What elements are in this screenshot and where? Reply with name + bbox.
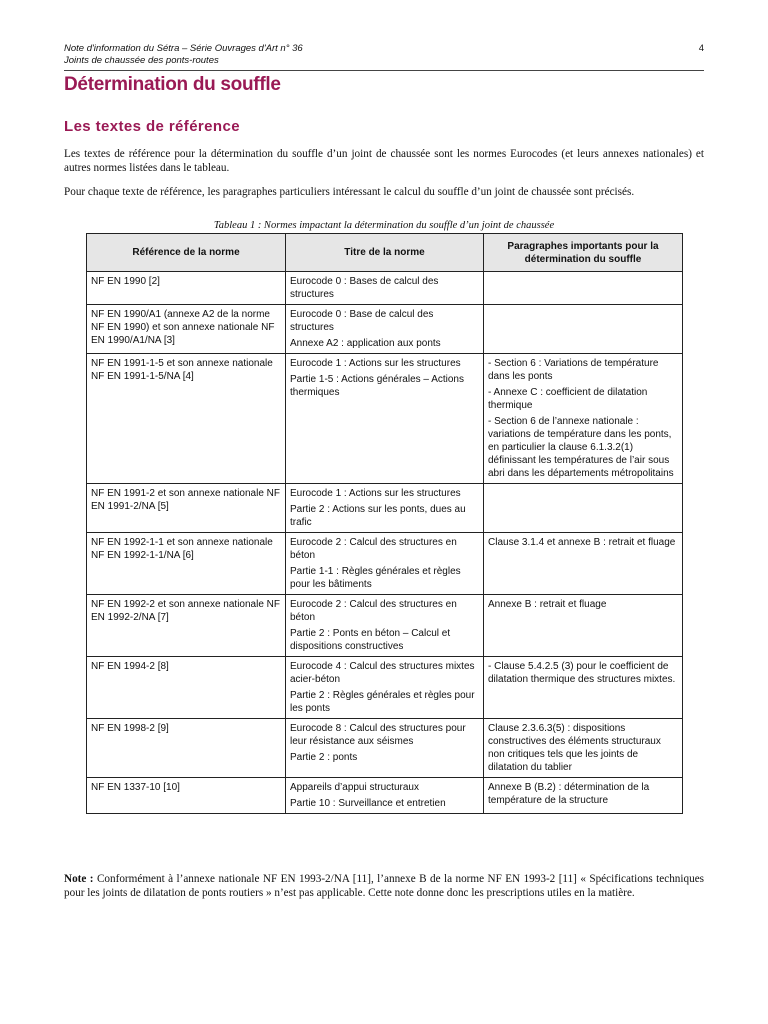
cell-text: Clause 3.1.4 et annexe B : retrait et fluage	[488, 537, 676, 548]
cell-text: Partie 2 : Ponts en béton – Calcul et dispositions constructives	[290, 628, 451, 652]
cell-text: Eurocode 2 : Calcul des structures en béton	[290, 537, 457, 561]
reference-cell	[87, 484, 286, 533]
reference-cell	[87, 595, 286, 657]
cell-text: NF EN 1992-2 et son annexe nationale NF EN 1992-2/NA [7]	[91, 599, 280, 623]
cell-text: NF EN 1992-1-1 et son annexe nationale NF EN 1992-1-1/NA [6]	[91, 537, 273, 561]
title-cell	[286, 595, 484, 657]
title-cell	[286, 272, 484, 305]
cell-text: Partie 2 : ponts	[290, 752, 358, 763]
table-row	[87, 595, 683, 657]
paragraphs-cell	[484, 719, 683, 778]
table-row	[87, 719, 683, 778]
cell-text: Partie 2 : Actions sur les ponts, dues au trafic	[290, 504, 466, 528]
cell-text: NF EN 1991-1-5 et son annexe nationale NF EN 1991-1-5/NA [4]	[91, 358, 273, 382]
table-caption: Tableau 1 : Normes impactant la détermination du souffle d’un joint de chaussée	[213, 220, 555, 231]
title-cell	[286, 305, 484, 354]
reference-cell	[87, 305, 286, 354]
cell-text: Annexe B : retrait et fluage	[488, 599, 607, 610]
cell-text: NF EN 1991-2 et son annexe nationale NF EN 1991-2/NA [5]	[91, 488, 280, 512]
table-row	[87, 657, 683, 719]
note-text: Conformément à l’annexe nationale NF EN 1993-2/NA [11], l’annexe B de la norme NF EN 1993-2 [11] « Spécifications techniques pour les joints de dilatation de ponts routiers » n’est pas applicable. Cette note donne donc les prescriptions utiles en la matière.	[64, 873, 705, 899]
title-cell	[286, 484, 484, 533]
page-number: 4	[698, 43, 704, 54]
cell-text: Partie 1-5 : Actions générales – Actions thermiques	[290, 374, 464, 398]
reference-cell	[87, 778, 286, 814]
reference-cell	[87, 272, 286, 305]
cell-text: - Clause 5.4.2.5 (3) pour le coefficient de dilatation thermique des structures mixtes.	[488, 661, 676, 685]
table-row	[87, 778, 683, 814]
cell-text: - Section 6 : Variations de température dans les ponts	[488, 358, 659, 382]
cell-text: Partie 1-1 : Règles générales et règles pour les bâtiments	[290, 566, 461, 590]
cell-text: - Section 6 de l’annexe nationale : variations de température dans les ponts, en particulier la clause 6.1.3.2(1) définissant les températures de l’air sous abri dans les départements métropolitains	[488, 416, 674, 479]
cell-text: Eurocode 4 : Calcul des structures mixtes acier-béton	[290, 661, 475, 685]
table-row	[87, 533, 683, 595]
paragraphs-cell	[484, 305, 683, 354]
header-divider	[64, 70, 704, 71]
cell-text: Eurocode 2 : Calcul des structures en béton	[290, 599, 457, 623]
title-cell	[286, 533, 484, 595]
header-reference: Référence de la norme	[87, 234, 286, 272]
reference-cell	[87, 657, 286, 719]
table-row	[87, 272, 683, 305]
cell-text: Eurocode 1 : Actions sur les structures	[290, 488, 461, 499]
header-subject-line: Joints de chaussée des ponts-routes	[64, 55, 219, 66]
title-cell	[286, 657, 484, 719]
table-header-row	[87, 234, 683, 272]
table-row	[87, 354, 683, 484]
section-heading: Les textes de référence	[64, 118, 240, 135]
reference-cell	[87, 354, 286, 484]
header-title: Titre de la norme	[286, 234, 484, 272]
cell-text: Partie 10 : Surveillance et entretien	[290, 798, 446, 809]
cell-text: Partie 2 : Règles générales et règles pour les ponts	[290, 690, 475, 714]
running-header	[64, 43, 704, 67]
table-row	[87, 305, 683, 354]
reference-cell	[87, 533, 286, 595]
title-cell	[286, 778, 484, 814]
paragraphs-cell	[484, 657, 683, 719]
cell-text: Annexe B (B.2) : détermination de la température de la structure	[488, 782, 650, 806]
paragraphs-cell	[484, 484, 683, 533]
detail-paragraph: Pour chaque texte de référence, les paragraphes particuliers intéressant le calcul du souffle d’un joint de chaussée sont précisés.	[64, 186, 635, 198]
paragraphs-cell	[484, 272, 683, 305]
cell-text: NF EN 1990 [2]	[91, 276, 160, 287]
page-title: Détermination du souffle	[64, 74, 281, 95]
header-paragraphs: Paragraphes importants pour la détermination du souffle	[484, 234, 683, 272]
cell-text: NF EN 1998-2 [9]	[91, 723, 169, 734]
cell-text: - Annexe C : coefficient de dilatation thermique	[488, 387, 648, 411]
note-label: Note :	[64, 873, 94, 885]
cell-text: Annexe A2 : application aux ponts	[290, 338, 441, 349]
title-cell	[286, 354, 484, 484]
intro-paragraph: Les textes de référence pour la détermination du souffle d’un joint de chaussée sont les normes Eurocodes (et leurs annexes nationales) et autres normes listées dans le tableau.	[64, 148, 704, 174]
cell-text: Eurocode 1 : Actions sur les structures	[290, 358, 461, 369]
cell-text: NF EN 1990/A1 (annexe A2 de la norme NF EN 1990) et son annexe nationale NF EN 1990/A1/NA [3]	[91, 309, 275, 346]
cell-text: Clause 2.3.6.3(5) : dispositions constructives des éléments structuraux non critiques tels que les joints de dilatation du tablier	[488, 723, 661, 773]
cell-text: NF EN 1337-10 [10]	[91, 782, 180, 793]
paragraphs-cell	[484, 595, 683, 657]
paragraphs-cell	[484, 354, 683, 484]
cell-text: NF EN 1994-2 [8]	[91, 661, 169, 672]
paragraphs-cell	[484, 533, 683, 595]
cell-text: Eurocode 8 : Calcul des structures pour leur résistance aux séismes	[290, 723, 466, 747]
table-row	[87, 484, 683, 533]
cell-text: Eurocode 0 : Bases de calcul des structures	[290, 276, 439, 300]
note-paragraph	[64, 872, 704, 900]
reference-cell	[87, 719, 286, 778]
header-series-line: Note d'information du Sétra – Série Ouvrages d'Art n° 36	[64, 43, 303, 54]
norms-table	[86, 233, 683, 814]
title-cell	[286, 719, 484, 778]
cell-text: Eurocode 0 : Base de calcul des structures	[290, 309, 434, 333]
paragraphs-cell	[484, 778, 683, 814]
cell-text: Appareils d’appui structuraux	[290, 782, 419, 793]
